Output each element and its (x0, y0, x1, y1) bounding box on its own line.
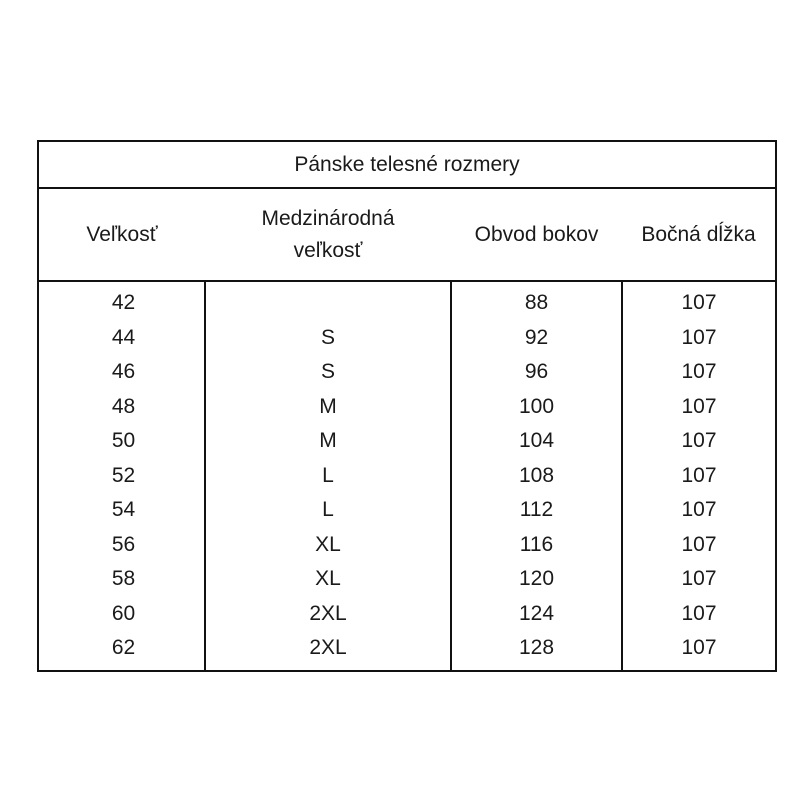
table-title-row (38, 141, 776, 188)
cell-size: 58 (111, 567, 136, 591)
cell-hip-circumference: 88 (451, 281, 622, 321)
cell-side-length: 107 (622, 321, 776, 356)
cell-international-size: M (205, 424, 451, 459)
table-header-row (38, 188, 776, 281)
table-row (38, 631, 776, 671)
cell-international-size: 2XL (205, 631, 451, 671)
table-row (38, 390, 776, 425)
cell-size: 56 (111, 532, 136, 556)
cell-size: 54 (111, 498, 136, 522)
cell-size: 48 (111, 394, 136, 418)
cell-size: 62 (111, 636, 136, 660)
cell-size: 52 (111, 463, 136, 487)
cell-side-length: 107 (622, 562, 776, 597)
cell-hip-circumference: 116 (451, 528, 622, 563)
cell-side-length: 107 (622, 281, 776, 321)
cell-size: 60 (111, 601, 136, 625)
cell-international-size: S (205, 321, 451, 356)
cell-hip-circumference: 96 (451, 355, 622, 390)
table-row (38, 562, 776, 597)
cell-side-length: 107 (622, 597, 776, 632)
header-international-size (205, 188, 451, 281)
cell-size: 44 (111, 325, 136, 349)
cell-international-size (205, 281, 451, 321)
table-row (38, 321, 776, 356)
table-row (38, 424, 776, 459)
cell-size: 42 (111, 291, 136, 315)
table-title: Pánske telesné rozmery (38, 141, 776, 188)
header-hip-circumference: Obvod bokov (451, 188, 622, 281)
header-size: Veľkosť (38, 188, 205, 281)
cell-hip-circumference: 120 (451, 562, 622, 597)
cell-side-length: 107 (622, 459, 776, 494)
table-row (38, 528, 776, 563)
cell-international-size: 2XL (205, 597, 451, 632)
cell-hip-circumference: 128 (451, 631, 622, 671)
cell-hip-circumference: 124 (451, 597, 622, 632)
header-international-size-line1: Medzinárodná (261, 206, 395, 230)
cell-side-length: 107 (622, 390, 776, 425)
table-row (38, 281, 776, 321)
header-international-size-line2: veľkosť (293, 238, 363, 262)
cell-international-size: M (205, 390, 451, 425)
cell-size: 46 (111, 360, 136, 384)
cell-side-length: 107 (622, 528, 776, 563)
cell-side-length: 107 (622, 355, 776, 390)
cell-hip-circumference: 108 (451, 459, 622, 494)
cell-hip-circumference: 104 (451, 424, 622, 459)
table-row (38, 355, 776, 390)
table-row (38, 459, 776, 494)
table-row (38, 493, 776, 528)
cell-side-length: 107 (622, 424, 776, 459)
cell-international-size: XL (205, 562, 451, 597)
cell-size: 50 (111, 429, 136, 453)
cell-hip-circumference: 112 (451, 493, 622, 528)
cell-international-size: L (205, 459, 451, 494)
cell-side-length: 107 (622, 631, 776, 671)
table-row (38, 597, 776, 632)
header-side-length: Bočná dĺžka (622, 188, 776, 281)
cell-international-size: XL (205, 528, 451, 563)
cell-hip-circumference: 100 (451, 390, 622, 425)
cell-hip-circumference: 92 (451, 321, 622, 356)
cell-international-size: L (205, 493, 451, 528)
cell-side-length: 107 (622, 493, 776, 528)
size-chart-table (37, 140, 777, 672)
cell-international-size: S (205, 355, 451, 390)
